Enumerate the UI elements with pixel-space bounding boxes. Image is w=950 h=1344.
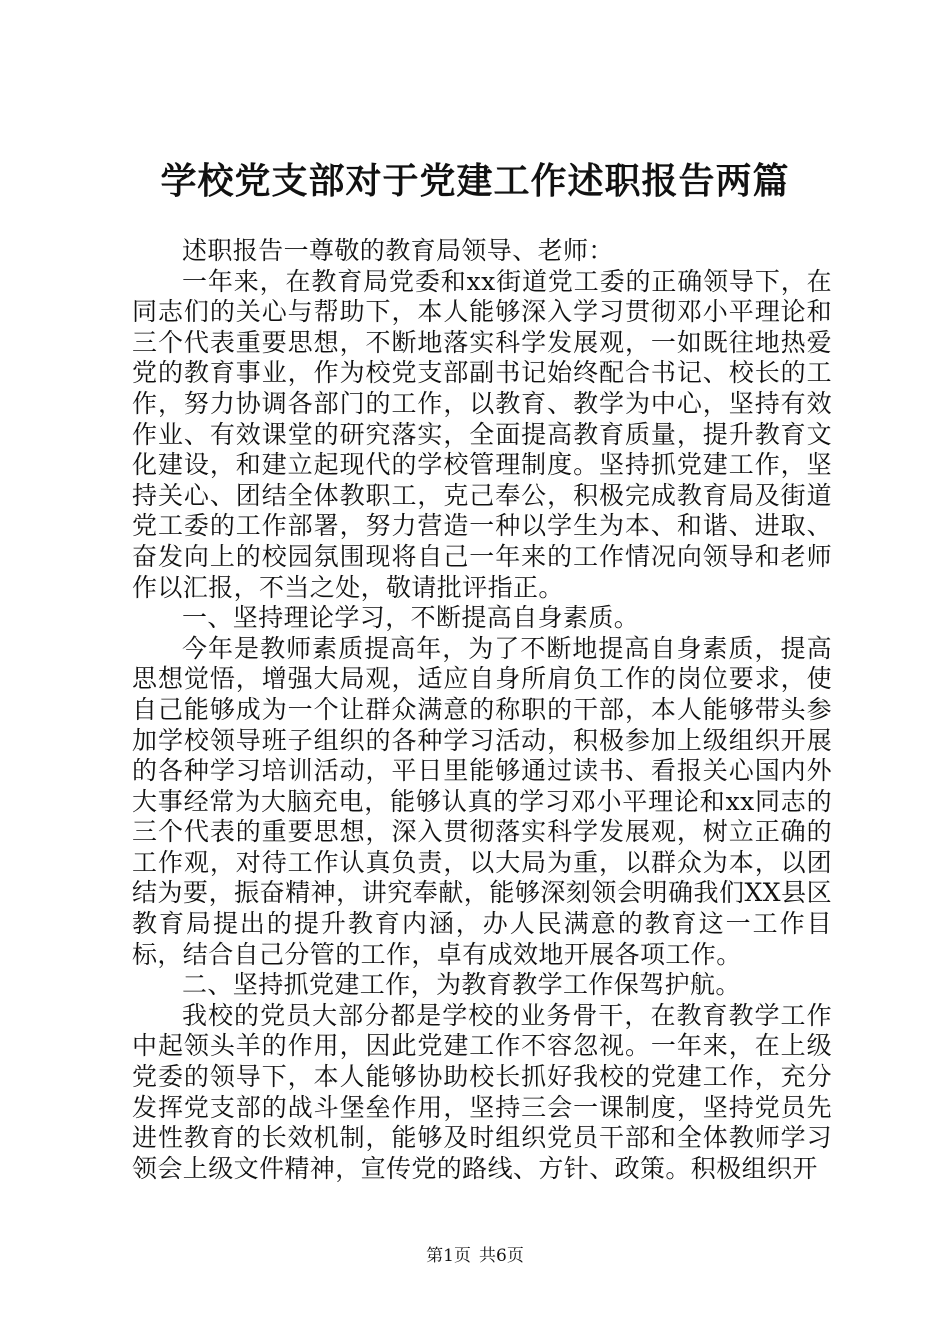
paragraph-intro: 一年来，在教育局党委和xx街道党工委的正确领导下，在同志们的关心与帮助下，本人能够深入学习贯彻邓小平理论和三个代表重要思想，不断地落实科学发展观，一如既往地热爱党的教育事业，作为校党支部副书记始终配合书记、校长的工作，努力协调各部门的工作，以教育、教学为中心，坚持有效作业、有效课堂的研究落实，全面提高教育质量，提升教育文化建设，和建立起现代的学校管理制度。坚持抓党建工作，坚持关心、团结全体教职工，克己奉公，积极完成教育局及街道党工委的工作部署，努力营造一种以学生为本、和谐、进取、奋发向上的校园氛围现将自己一年来的工作情况向领导和老师作以汇报，不当之处，敬请批评指正。	[132, 266, 832, 602]
page-number: 第1页	[426, 1246, 471, 1266]
section-heading-1: 一、坚持理论学习，不断提高自身素质。	[182, 603, 640, 633]
document-title: 学校党支部对于党建工作述职报告两篇	[160, 161, 790, 202]
paragraph-greeting: 述职报告一尊敬的教育局领导、老师：	[182, 236, 614, 265]
page-total: 共6页	[479, 1246, 524, 1266]
document-body	[132, 236, 832, 1184]
section-heading-2: 二、坚持抓党建工作，为教育教学工作保驾护航。	[182, 970, 741, 1000]
paragraph-section-2: 我校的党员大部分都是学校的业务骨干，在教育教学工作中起领头羊的作用，因此党建工作不容忽视。一年来，在上级党委的领导下，本人能够协助校长抓好我校的党建工作，充分发挥党支部的战斗堡垒作用，坚持三会一课制度，坚持党员先进性教育的长效机制，能够及时组织党员干部和全体教师学习领会上级文件精神，宣传党的路线、方针、政策。积极组织开	[132, 1000, 832, 1183]
page-footer	[0, 1245, 950, 1267]
paragraph-section-1: 今年是教师素质提高年，为了不断地提高自身素质，提高思想觉悟，增强大局观，适应自身所肩负工作的岗位要求，使自己能够成为一个让群众满意的称职的干部，本人能够带头参加学校领导班子组织的各种学习活动，积极参加上级组织开展的各种学习培训活动，平日里能够通过读书、看报关心国内外大事经常为大脑充电，能够认真的学习邓小平理论和xx同志的三个代表的重要思想，深入贯彻落实科学发展观，树立正确的工作观，对待工作认真负责，以大局为重，以群众为本，以团结为要，振奋精神，讲究奉献，能够深刻领会明确我们XX县区教育局提出的提升教育内涵，办人民满意的教育这一工作目标，结合自己分管的工作，卓有成效地开展各项工作。	[132, 633, 832, 969]
